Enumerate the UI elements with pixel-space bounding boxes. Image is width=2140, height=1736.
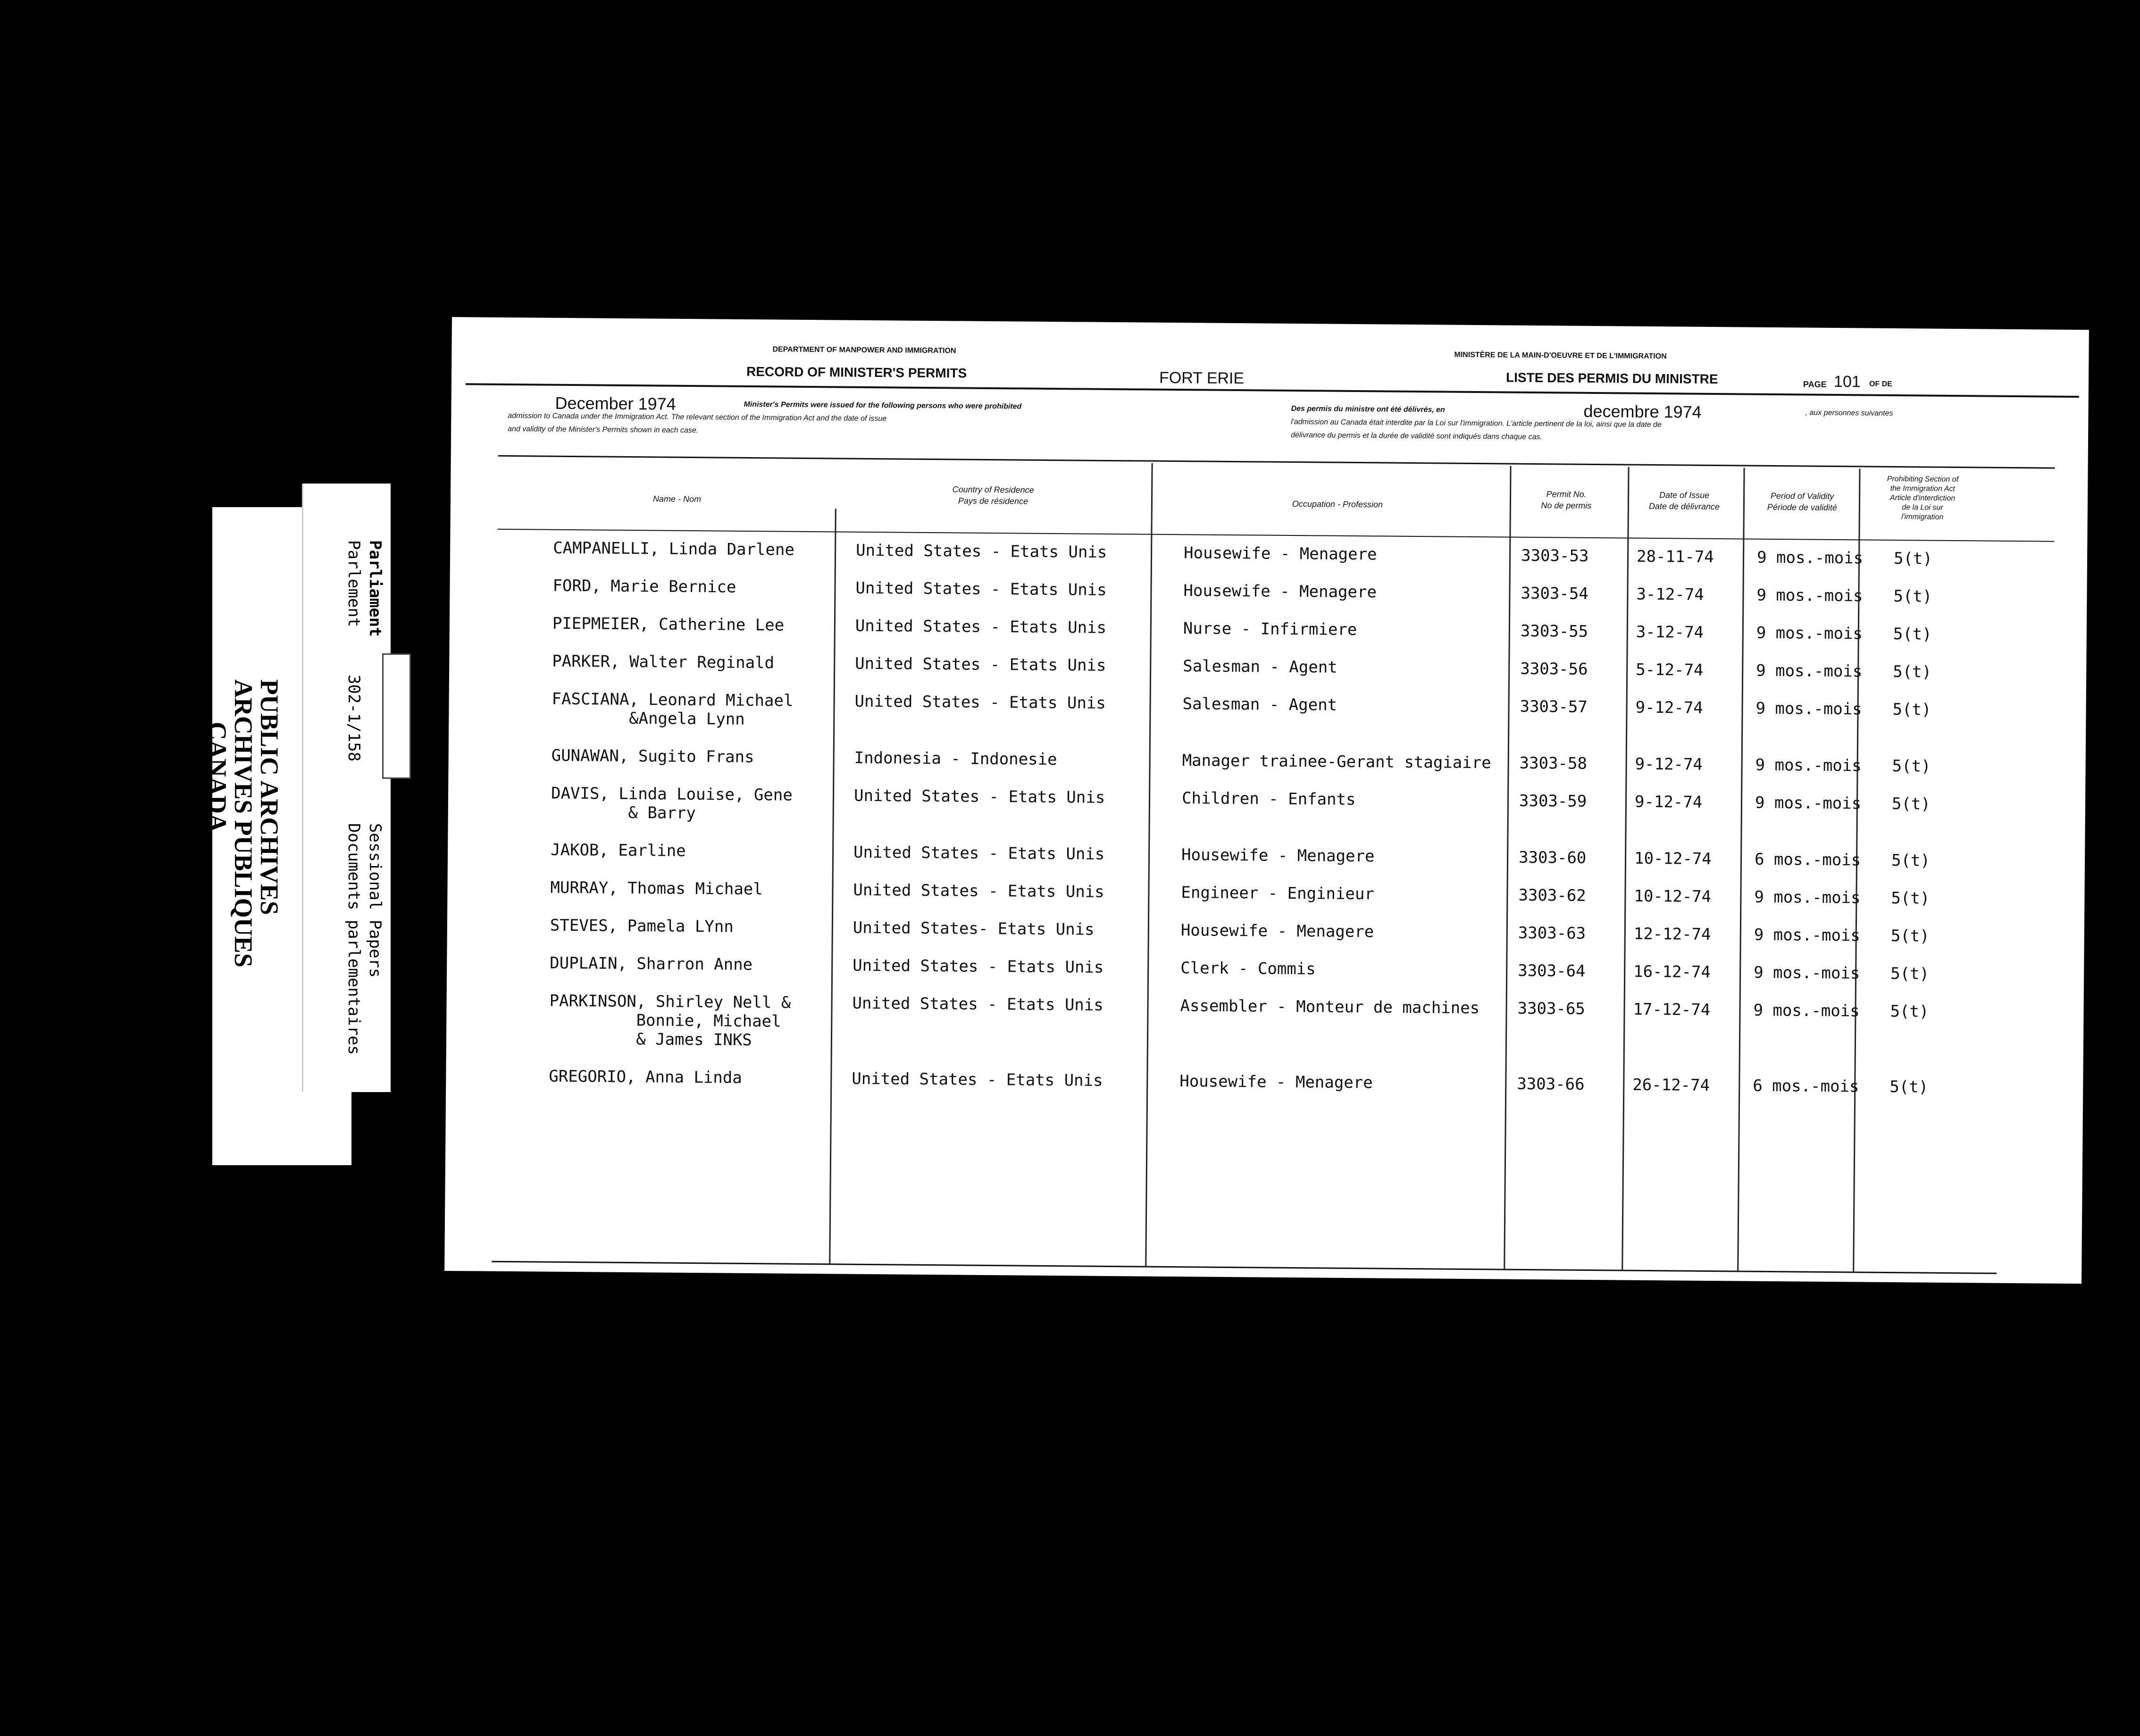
cell-name: STEVES, Pamela LYnn [550, 916, 734, 936]
cell-country: United States - Etats Unis [853, 880, 1104, 901]
cell-name: GUNAWAN, Sugito Frans [551, 746, 754, 767]
column-divider [1145, 463, 1153, 1266]
archives-line-1: PUBLIC ARCHIVES [255, 679, 284, 915]
cell-date: 9-12-74 [1635, 754, 1703, 774]
column-divider [1737, 468, 1745, 1271]
cell-name: PARKINSON, Shirley Nell & Bonnie, Michael & James INKS [549, 991, 791, 1050]
department-fr: MINISTÈRE DE LA MAIN-D'OEUVRE ET DE L'IMMIGRATION [1454, 351, 1667, 361]
cell-permit: 3303-66 [1517, 1074, 1585, 1094]
cell-name: PIEPMEIER, Catherine Lee [552, 614, 785, 635]
cell-period: 9 mos.-mois [1755, 699, 1862, 719]
cell-occupation: Clerk - Commis [1180, 959, 1316, 979]
cell-period: 9 mos.-mois [1756, 548, 1864, 568]
table-bottom-rule [492, 1261, 1997, 1274]
intro-fr-line-1b: , aux personnes suivantes [1805, 409, 1893, 417]
column-header-country: Country of Residence Pays de résidence [952, 484, 1034, 506]
cell-date: 10-12-74 [1634, 849, 1712, 869]
month-fr: decembre 1974 [1583, 401, 1702, 422]
cell-occupation: Housewife - Menagere [1181, 845, 1375, 866]
cell-occupation: Assembler - Monteur de machines [1180, 996, 1480, 1018]
parliament-fr: Parlement [344, 540, 363, 627]
papers-fr: Documents parlementaires [344, 823, 363, 1055]
cell-date: 28-11-74 [1636, 547, 1714, 567]
cell-permit: 3303-54 [1521, 584, 1588, 603]
cell-period: 9 mos.-mois [1755, 793, 1862, 813]
cell-date: 9-12-74 [1634, 792, 1703, 812]
cell-country: United States - Etats Unis [854, 692, 1106, 713]
cell-country: United States- Etats Unis [853, 918, 1095, 939]
cell-occupation: Engineer - Enginieur [1181, 883, 1375, 904]
cell-permit: 3303-53 [1521, 546, 1589, 566]
column-header-name: Name - Nom [652, 494, 702, 504]
cell-period: 9 mos.-mois [1756, 585, 1863, 606]
cell-permit: 3303-56 [1520, 659, 1588, 679]
cell-permit: 3303-59 [1519, 791, 1587, 811]
archives-line-3: CANADA [203, 722, 232, 832]
cell-country: United States - Etats Unis [855, 541, 1107, 562]
cell-country: United States - Etats Unis [853, 843, 1105, 864]
cell-country: United States - Etats Unis [855, 616, 1107, 637]
page-label: PAGE [1803, 379, 1827, 389]
cell-period: 9 mos.-mois [1755, 755, 1862, 776]
archive-label-tab [382, 653, 411, 779]
cell-date: 3-12-74 [1636, 584, 1704, 604]
intro-en-line-1: Minister's Permits were issued for the following persons who were prohibited [744, 400, 1022, 411]
column-header-permit: Permit No. No de permis [1541, 489, 1592, 510]
cell-date: 3-12-74 [1636, 622, 1704, 642]
cell-occupation: Nurse - Infirmiere [1183, 619, 1357, 640]
cell-occupation: Housewife - Menagere [1183, 543, 1377, 564]
intro-fr-line-3: délivrance du permis et la durée de validité sont indiqués dans chaque cas. [1291, 431, 1542, 442]
cell-permit: 3303-64 [1518, 961, 1586, 981]
cell-period: 9 mos.-mois [1756, 661, 1863, 681]
cell-country: Indonesia - Indonesie [854, 748, 1057, 769]
intro-en-line-3: and validity of the Minister's Permits shown in each case. [508, 425, 699, 435]
title-fr: LISTE DES PERMIS DU MINISTRE [1505, 370, 1718, 387]
cell-occupation: Housewife - Menagere [1183, 581, 1377, 602]
column-header-section: Prohibiting Section of the Immigration Act Article d'interdiction de la Loi sur l'immigration [1887, 475, 1959, 521]
cell-section: 5(t) [1893, 625, 1932, 644]
cell-period: 6 mos.-mois [1754, 850, 1861, 870]
cell-period: 9 mos.-mois [1754, 887, 1861, 908]
cell-section: 5(t) [1892, 757, 1931, 776]
reference-number: 302-1/158 [344, 675, 363, 762]
cell-period: 9 mos.-mois [1756, 623, 1863, 643]
cell-section: 5(t) [1893, 587, 1932, 606]
column-header-period: Period of Validity Période de validité [1767, 491, 1838, 513]
cell-permit: 3303-55 [1520, 621, 1588, 641]
column-divider [1622, 467, 1629, 1270]
cell-occupation: Salesman - Agent [1183, 657, 1338, 677]
cell-date: 12-12-74 [1633, 924, 1711, 944]
cell-permit: 3303-60 [1518, 848, 1587, 868]
cell-period: 9 mos.-mois [1754, 963, 1860, 983]
cell-occupation: Housewife - Menagere [1180, 921, 1374, 942]
cell-name: JAKOB, Earline [550, 840, 686, 860]
cell-permit: 3303-62 [1518, 885, 1586, 905]
location: FORT ERIE [1159, 368, 1245, 388]
cell-section: 5(t) [1890, 1002, 1929, 1021]
table-top-rule [498, 455, 2055, 469]
cell-occupation: Salesman - Agent [1182, 694, 1338, 715]
title-en: RECORD OF MINISTER'S PERMITS [746, 364, 967, 381]
cell-date: 5-12-74 [1636, 660, 1704, 680]
cell-period: 9 mos.-mois [1753, 1001, 1860, 1021]
cell-permit: 3303-63 [1518, 923, 1586, 943]
cell-country: United States - Etats Unis [853, 786, 1105, 807]
cell-section: 5(t) [1893, 662, 1932, 682]
cell-name: MURRAY, Thomas Michael [550, 878, 763, 899]
page-of: OF DE [1869, 380, 1892, 388]
cell-country: United States - Etats Unis [855, 578, 1107, 600]
column-header-date: Date of Issue Date de délivrance [1648, 490, 1720, 512]
cell-date: 16-12-74 [1633, 962, 1711, 982]
permit-record-document [444, 317, 2089, 1284]
archives-line-2: ARCHIVES PUBLIQUES [229, 679, 258, 968]
cell-section: 5(t) [1889, 1077, 1929, 1097]
cell-name: FORD, Marie Bernice [552, 576, 736, 597]
cell-period: 9 mos.-mois [1754, 925, 1861, 945]
cell-name: PARKER, Walter Reginald [552, 651, 775, 673]
cell-permit: 3303-65 [1517, 999, 1586, 1018]
cell-name: FASCIANA, Leonard Michael &Angela Lynn [552, 689, 794, 729]
cell-date: 9-12-74 [1635, 698, 1704, 718]
cell-date: 26-12-74 [1632, 1075, 1710, 1095]
column-header-occupation: Occupation - Profession [1292, 499, 1383, 509]
cell-name: GREGORIO, Anna Linda [549, 1067, 742, 1087]
column-divider [829, 509, 836, 1263]
cell-name: DUPLAIN, Sharron Anne [550, 953, 753, 975]
parliament-en: Parliament [366, 540, 385, 637]
papers-en: Sessional Papers [366, 823, 385, 978]
cell-country: United States - Etats Unis [852, 1069, 1103, 1090]
cell-name: CAMPANELLI, Linda Darlene [553, 538, 795, 559]
department-en: DEPARTMENT OF MANPOWER AND IMMIGRATION [772, 345, 956, 355]
cell-section: 5(t) [1893, 549, 1933, 568]
cell-section: 5(t) [1892, 700, 1931, 719]
month-en: December 1974 [555, 393, 676, 414]
cell-section: 5(t) [1891, 888, 1930, 908]
intro-fr-line-1: Des permis du ministre ont été délivrés, en [1291, 404, 1445, 414]
cell-country: United States - Etats Unis [855, 654, 1106, 675]
cell-section: 5(t) [1890, 964, 1930, 984]
cell-date: 10-12-74 [1634, 886, 1712, 907]
cell-occupation: Housewife - Menagere [1179, 1072, 1373, 1093]
cell-period: 6 mos.-mois [1753, 1076, 1859, 1096]
intro-en-line-2: admission to Canada under the Immigration Act. The relevant section of the Immigration Act and the date of issue [508, 411, 887, 423]
cell-permit: 3303-57 [1520, 697, 1588, 717]
intro-fr-line-2: l'admission au Canada était interdite par la Loi sur l'immigration. L'article pertinent de la loi, ainsi que la date de [1291, 417, 1662, 429]
cell-section: 5(t) [1890, 926, 1930, 946]
cell-section: 5(t) [1891, 794, 1931, 814]
column-divider [1504, 466, 1511, 1269]
cell-occupation: Manager trainee-Gerant stagiaire [1182, 751, 1491, 773]
cell-country: United States - Etats Unis [853, 956, 1104, 977]
cell-occupation: Children - Enfants [1181, 789, 1356, 810]
cell-name: DAVIS, Linda Louise, Gene & Barry [551, 784, 793, 823]
cell-country: United States - Etats Unis [852, 993, 1103, 1015]
page-number: 101 [1833, 373, 1861, 391]
cell-section: 5(t) [1891, 851, 1931, 870]
cell-permit: 3303-58 [1519, 753, 1588, 773]
cell-date: 17-12-74 [1633, 1000, 1711, 1019]
